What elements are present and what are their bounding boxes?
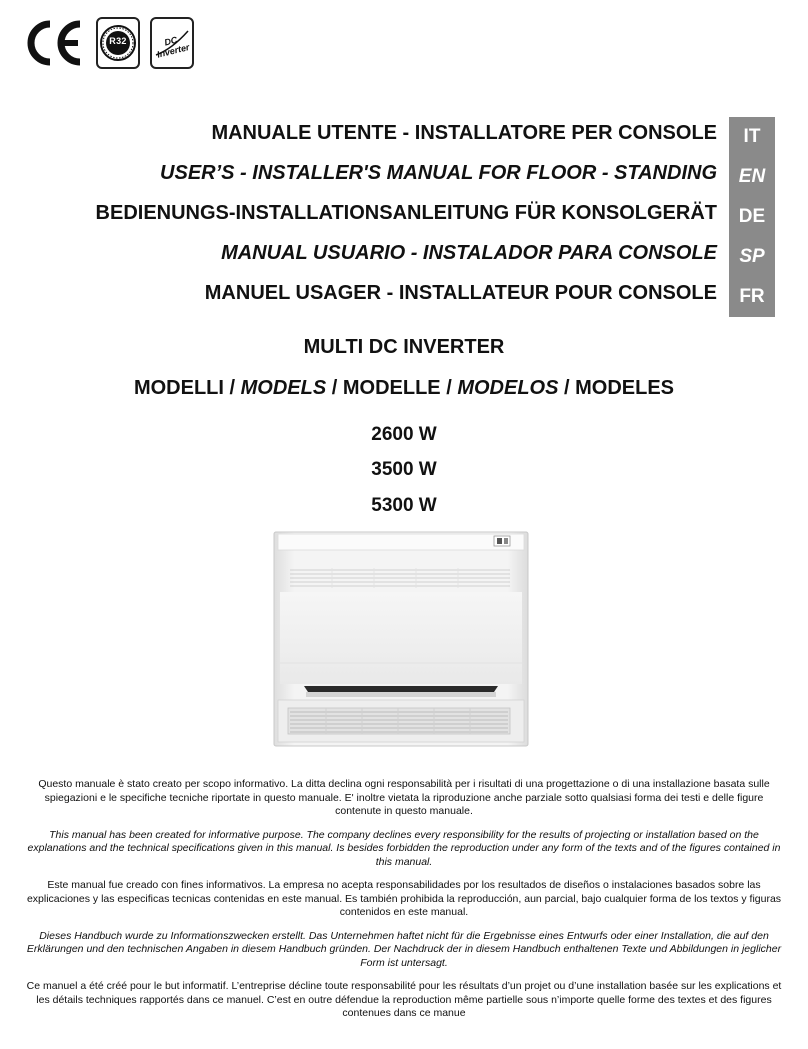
product-line: MULTI DC INVERTER — [303, 336, 505, 358]
models-sep-3: / — [440, 377, 458, 399]
certification-logos — [22, 14, 194, 72]
models-heading — [0, 377, 808, 400]
disclaimer-it: Questo manuale è stato creato per scopo informativo. La ditta declina ogni responsabilità per i risultati di una progettazione o di una installazione basata sulle spiegazioni e le specifiche tecniche riportate in questo manuale. E' inoltre vietata la riproduzione anche parziale sotto qualsiasi forma dei testi e delle figure contenute in questo manuale. — [38, 778, 770, 817]
models-sp: MODELOS — [457, 377, 559, 399]
models-sep-1: / — [223, 377, 241, 399]
disclaimer-en: This manual has been created for informative purpose. The company declines every responsibility for the results of projecting or installation based on the explanations and the technical specifications given in this manual. Is besides forbidden the reproduction under any form of the texts and of the figures contained in this manual. — [27, 828, 781, 868]
lang-tag-de: DE — [729, 197, 775, 237]
models-en: MODELS — [240, 377, 327, 399]
title-row-en — [0, 157, 808, 197]
dc-inverter-icon — [150, 17, 194, 69]
ce-mark-icon — [22, 18, 86, 68]
lang-tag-sp: SP — [729, 237, 775, 277]
disclaimer-section — [22, 778, 786, 1031]
console-unit-illustration — [270, 528, 532, 750]
r32-refrigerant-icon — [96, 17, 140, 69]
r32-label: R32 — [109, 36, 127, 46]
model-5300w: 5300 W — [371, 495, 437, 516]
title-sp: MANUAL USUARIO - INSTALADOR PARA CONSOLE — [221, 242, 717, 264]
lang-tag-en: EN — [729, 157, 775, 197]
models-it: MODELLI — [133, 377, 224, 399]
models-sep-4: / — [558, 377, 576, 399]
manual-title-list — [0, 117, 808, 317]
disclaimer-sp: Este manual fue creado con fines informativos. La empresa no acepta responsabilidades por los resultados de diseños o instalaciones basados sobre las explicaciones y las especificas tecnicas contenidas en este manual. Es también prohibida la reproducción, aun parcial, bajo cualquier forma de los textos y figuras contenidos en este manual. — [26, 879, 782, 918]
title-en: USER’S - INSTALLER'S MANUAL FOR FLOOR - STANDING — [160, 162, 717, 184]
title-row-fr — [0, 277, 808, 317]
lang-tag-it: IT — [729, 117, 775, 157]
title-row-it — [0, 117, 808, 157]
model-3500w: 3500 W — [371, 459, 437, 480]
title-fr: MANUEL USAGER - INSTALLATEUR POUR CONSOLE — [204, 282, 717, 304]
models-sep-2: / — [326, 377, 343, 399]
models-fr: MODELES — [575, 377, 675, 399]
disclaimer-fr: Ce manuel a été créé pour le but informatif. L’entreprise décline toute responsabilité pour les résultats d’un projet ou d’une installation basée sur les explications et les détails techniques rapportés dans ce manuel. C’est en outre défendue la reproduction même partielle sous n’importe quelle forme des textes et des figures contenues dans ce manue — [26, 980, 782, 1019]
dc-inverter-label: DC Inverter — [155, 34, 191, 60]
model-2600w: 2600 W — [371, 424, 437, 445]
disclaimer-de: Dieses Handbuch wurde zu Informationszwecken erstellt. Das Unternehmen haftet nicht für die Ergebnisse eines Entwurfs oder einer Installation, die auf den Erklärungen und den technischen Angaben in diesem Handbuch gründen. Der Nachdruck der in diesem Handbuch enthaltenen Texte und Abbildungen in jeglicher Form ist untersagt. — [26, 929, 782, 969]
lang-tag-fr: FR — [729, 277, 775, 317]
models-de: MODELLE — [342, 377, 441, 399]
title-row-sp — [0, 237, 808, 277]
title-de: BEDIENUNGS-INSTALLATIONSANLEITUNG FÜR KONSOLGERÄT — [95, 202, 717, 224]
title-row-de — [0, 197, 808, 237]
title-it: MANUALE UTENTE - INSTALLATORE PER CONSOLE — [211, 122, 717, 144]
